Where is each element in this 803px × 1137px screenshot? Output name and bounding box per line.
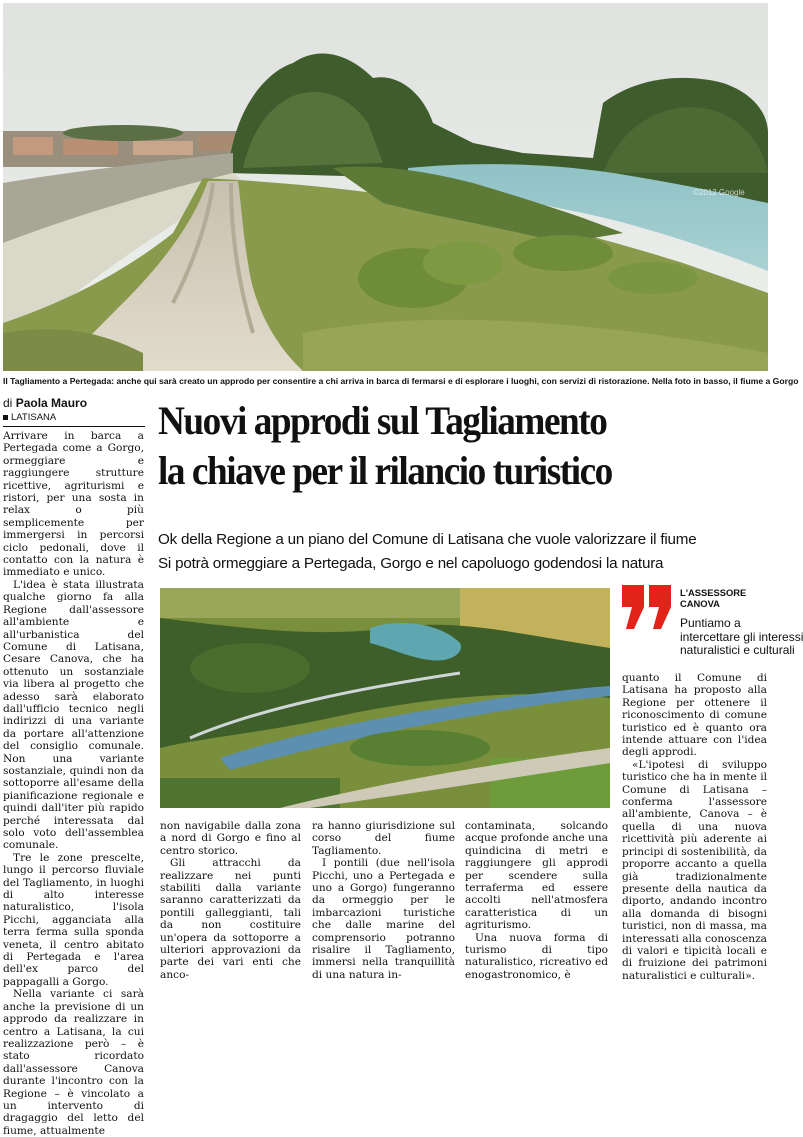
article-column-5	[622, 672, 767, 982]
paragraph: Tre le zone prescelte, lungo il percorso fluviale del Tagliamento, in luoghi di alto interesse naturalistico, l'isola Picchi, agganciata alla terra ferma sulla sponda veneta, il centro abitato di Pertegada e l'area dell'ex parco del pappagalli a Gorgo.	[3, 851, 144, 988]
paragraph: Nella variante ci sarà anche la previsione di un approdo da realizzare in centro a Latisana, la cui realizzazione però – è stato ricordato dall'assessore Canova durante l'incontro con la Regione – è vincolato a un intervento di dragaggio del letto del fiume, attualmente	[3, 988, 144, 1137]
paragraph: L'idea è stata illustrata qualche giorno fa alla Regione dall'assessore all'ambiente e all'urbanistica del Comune di Latisana, Cesare Canova, che ha ottenuto un sostanziale via libera al progetto che adesso sarà elaborato dall'ufficio tecnico negli indirizzi di una variante da portare all'attenzione del consiglio comunale. Non una variante sostanziale, quindi non da sottoporre all'esame della pianificazione regionale e quindi dall'iter più rapido perché interessata dal solo voto dell'assemblea comunale.	[3, 578, 144, 852]
paragraph: contaminata, solcando acque profonde anche una quindicina di metri e raggiungere gli approdi per scendere sulla terraferma ed essere accolti nell'atmosfera caratteristica di un agriturismo.	[465, 820, 608, 932]
quote-text-line-3: naturalistici e culturali	[680, 643, 795, 658]
paragraph: quanto il Comune di Latisana ha proposto alla Regione per ottenere il riconoscimento di comune turistico ed è quanto ora intende attuare con l'idea degli approdi.	[622, 672, 767, 759]
aerial-river-illustration	[160, 588, 610, 808]
article-column-3	[312, 820, 455, 981]
paragraph: I pontili (due nell'isola Picchi, uno a Pertegada e uno a Gorgo) fungeranno da ormeggio per le imbarcazioni turistiche che dalle marine del comprensorio potranno risalire il Tagliamento, immersi nella tranquillità di una natura in-	[312, 857, 455, 981]
quote-text	[680, 616, 803, 658]
article-column-4	[465, 820, 608, 981]
byline-prefix: di	[3, 396, 13, 410]
author-line	[3, 396, 145, 410]
paragraph: «L'ipotesi di sviluppo turistico che ha in mente il Comune di Latisana – conferma l'assessore all'ambiente, Canova – è quella di una nuova ricettività più aderente ai principi di sostenibilità, da proporre accanto a quella già tradizionalmente presente della nautica da diporto, andando incontro alla domanda di bisogni turistici, non di massa, ma interessati alla conoscenza di valori e tipicità locali e di fruizione dei patrimoni naturalistici e culturali».	[622, 758, 767, 982]
paragraph: Gli attracchi da realizzare nei punti stabiliti dalla variante saranno caratterizzati da pontili galleggianti, tali da non costituire un'opera da sottoporre a ulteriori approvazioni da parte dei vari enti che anco-	[160, 857, 301, 981]
headline-line-1: Nuovi approdi sul Tagliamento	[158, 398, 607, 443]
byline	[3, 396, 145, 427]
river-photo-pertegada	[3, 3, 768, 371]
paragraph: non navigabile dalla zona a nord di Gorgo e fino al centro storico.	[160, 820, 301, 857]
quote-attribution-line-1: L'ASSESSORE	[680, 587, 747, 598]
photo-caption: Il Tagliamento a Pertegada: anche qui sarà creato un approdo per consentire a chi arriva in barca di fermarsi e di esplorare i luoghi, con servizi di ristorazione. Nella foto in basso, il fiume a Gorgo	[3, 376, 799, 386]
subheadline-line-2: Si potrà ormeggiare a Pertegada, Gorgo e nel capoluogo godendosi la natura	[158, 555, 664, 572]
subheadline-line-1: Ok della Regione a un piano del Comune di Latisana che vuole valorizzare il fiume	[158, 531, 697, 548]
dateline-location: LATISANA	[11, 412, 57, 423]
byline-divider	[3, 426, 145, 427]
quote-text-line-2: intercettare gli interessi	[680, 629, 803, 644]
headline	[158, 396, 721, 496]
article-column-2	[160, 820, 301, 981]
headline-line-2: la chiave per il rilancio turistico	[158, 448, 612, 493]
paragraph: ra hanno giurisdizione sul corso del fiume Tagliamento.	[312, 820, 455, 857]
paragraph: Una nuova forma di turismo di tipo naturalistico, ricreativo ed enogastronomico, è	[465, 931, 608, 981]
quote-text-line-1: Puntiamo a	[680, 616, 741, 630]
article-column-1	[3, 430, 144, 1137]
square-bullet-icon	[3, 415, 8, 420]
dateline	[3, 412, 145, 423]
river-landscape-illustration	[3, 3, 768, 371]
photo-watermark: ©2012 Google	[693, 188, 745, 197]
paragraph: Arrivare in barca a Pertegada come a Gorgo, ormeggiare e raggiungere strutture ricettive, agriturismi e ristori, per una sosta in relax o più semplicemente per immergersi in percorsi ciclo pedonali, dove il contatto con la natura è immediato e unico.	[3, 430, 144, 579]
double-quote-icon	[622, 585, 672, 629]
aerial-photo-gorgo	[160, 588, 610, 808]
author-name: Paola Mauro	[15, 396, 88, 410]
subheadline	[158, 528, 773, 576]
quote-attribution-line-2: CANOVA	[680, 598, 720, 609]
quote-attribution	[680, 587, 746, 609]
